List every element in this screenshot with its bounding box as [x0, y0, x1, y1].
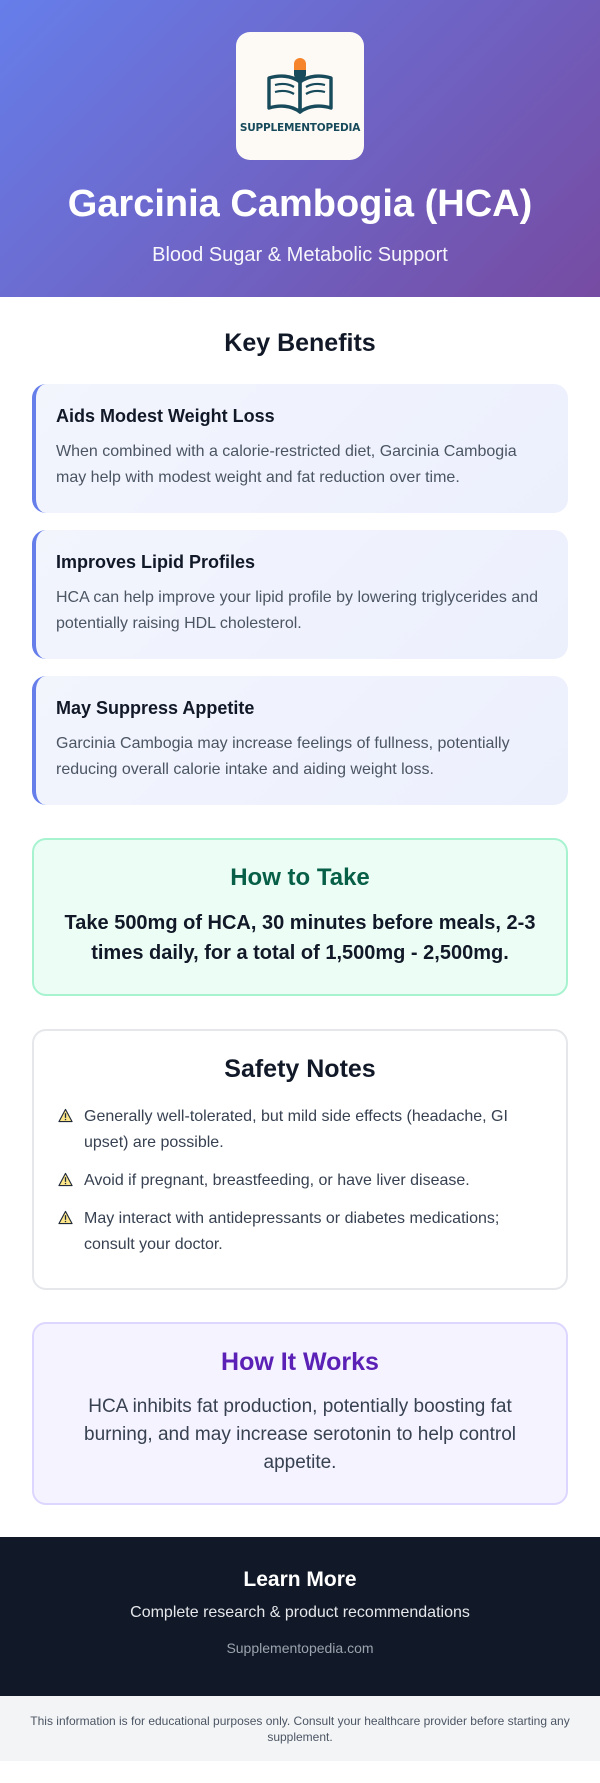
brand-name: SUPPLEMENTOPEDIA — [239, 122, 361, 134]
safety-item-text: May interact with antidepressants or diabetes medications; consult your doctor. — [84, 1210, 500, 1253]
page-subtitle: Blood Sugar & Metabolic Support — [152, 243, 448, 266]
how-to-take-text: Take 500mg of HCA, 30 minutes before meals, 2-3 times daily, for a total of 1,500mg - 2,500mg. — [64, 912, 536, 964]
safety-notes-title: Safety Notes — [224, 1055, 376, 1083]
open-book-with-capsule-icon — [263, 58, 337, 116]
benefit-card — [32, 530, 568, 659]
benefit-title: May Suppress Appetite — [56, 698, 255, 718]
safety-item — [58, 1168, 542, 1194]
benefit-text: HCA can help improve your lipid profile by lowering triglycerides and potentially raising HDL cholesterol. — [56, 589, 539, 632]
how-it-works-text: HCA inhibits fat production, potentially boosting fat burning, and may increase serotonin to help control appetite. — [84, 1396, 516, 1473]
safety-item — [58, 1206, 542, 1258]
safety-notes-card — [32, 1029, 568, 1290]
footer-tagline: Complete research & product recommendations — [130, 1604, 470, 1621]
benefit-card — [32, 676, 568, 805]
footer — [0, 1537, 600, 1696]
website-link[interactable]: Supplementopedia.com — [226, 1640, 374, 1656]
benefit-title: Improves Lipid Profiles — [56, 552, 256, 572]
benefit-card — [32, 384, 568, 513]
benefit-text: When combined with a calorie-restricted diet, Garcinia Cambogia may help with modest weight and fat reduction over time. — [56, 443, 517, 486]
brand-logo[interactable] — [236, 32, 364, 160]
key-benefits-title: Key Benefits — [224, 329, 376, 357]
how-to-take-card — [32, 838, 568, 996]
hero-header — [0, 0, 600, 297]
warning-icon — [58, 1108, 73, 1123]
warning-icon — [58, 1210, 73, 1225]
safety-item-text: Generally well-tolerated, but mild side effects (headache, GI upset) are possible. — [84, 1108, 508, 1151]
safety-item — [58, 1104, 542, 1156]
safety-item-text: Avoid if pregnant, breastfeeding, or have liver disease. — [84, 1172, 470, 1189]
disclaimer: This information is for educational purposes only. Consult your healthcare provider before starting any supplement. — [0, 1696, 600, 1761]
how-it-works-card — [32, 1322, 568, 1505]
benefit-text: Garcinia Cambogia may increase feelings of fullness, potentially reducing overall calorie intake and aiding weight loss. — [56, 735, 510, 778]
main-content — [0, 329, 600, 1505]
warning-icon — [58, 1172, 73, 1187]
how-to-take-title: How to Take — [230, 864, 370, 891]
page-title: Garcinia Cambogia (HCA) — [67, 183, 533, 225]
learn-more-title[interactable]: Learn More — [243, 1568, 357, 1591]
how-it-works-title: How It Works — [221, 1348, 379, 1376]
benefit-title: Aids Modest Weight Loss — [56, 406, 275, 426]
